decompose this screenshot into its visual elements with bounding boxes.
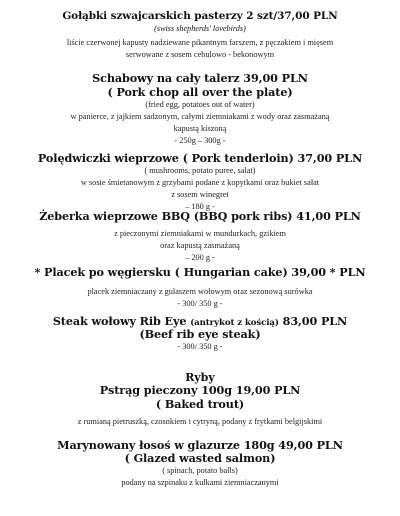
dish-title-golabki: Gołąbki szwajcarskich pasterzy 2 szt/37,00 PLN — [62, 10, 338, 22]
dish-weight-schabowy: - 250g – 300g - — [174, 136, 226, 145]
dish-title-stek-price: 83,00 PLN — [278, 314, 348, 328]
dish-desc-losos-en: ( spinach, potato balls) — [162, 466, 238, 475]
dish-title-pstrag: Pstrąg pieczony 100g 19,00 PLN — [99, 383, 301, 397]
dish-weight-zeberka: – 200 g - — [185, 253, 215, 262]
dish-title-stek-cut: (antrykot z kością) — [190, 318, 279, 328]
dish-desc-schabowy-2: kapustą kiszoną — [173, 124, 227, 133]
dish-title-schabowy: Schabowy na cały talerz 39,00 PLN — [92, 71, 308, 85]
dish-desc-schabowy-en: (fried egg, potatoes out of water) — [145, 100, 255, 109]
dish-title-stek-name: Steak wołowy Rib Eye — [52, 314, 191, 328]
dish-desc-golabki-2: serwowane z sosem cebulowo - bekonowym — [125, 50, 275, 59]
dish-desc-pstrag-1: z rumianą pietruszką, czosnkiem i cytryną, podany z frytkami belgijskimi — [77, 417, 323, 426]
dish-title-losos-en: ( Glazed wasted salmon) — [124, 451, 276, 465]
dish-desc-poledwiczki-en: ( mushrooms, potato puree, salat) — [144, 166, 256, 175]
dish-desc-zeberka-2: oraz kapustą zasmażaną — [160, 241, 240, 250]
dish-title-pstrag-en: ( Baked trout) — [155, 397, 245, 411]
dish-title-schabowy-en: ( Pork chop all over the plate) — [107, 85, 293, 99]
dish-desc-poledwiczki-1: w sosie śmietanowym z grzybami podane z kopytkami oraz bukiet sałat — [80, 178, 320, 187]
dish-title-stek — [0, 316, 400, 328]
section-heading-ryby: Ryby — [185, 371, 215, 384]
dish-desc-placek-1: placek ziemniaczany z gulaszem wołowym oraz sezonową surówka — [87, 287, 313, 296]
dish-subtitle-golabki: (swiss shepherds' lovebirds) — [154, 24, 246, 33]
dish-weight-stek: - 300/ 350 g - — [177, 342, 223, 351]
dish-desc-losos-1: podany na szpinaku z kulkami ziemniaczanymi — [121, 478, 279, 487]
dish-weight-placek: - 300/ 350 g - — [177, 299, 223, 308]
dish-desc-poledwiczki-2: z sosem winegret — [171, 190, 229, 199]
dish-title-zeberka: Żeberka wieprzowe BBQ (BBQ pork ribs) 41,00 PLN — [39, 209, 361, 223]
dish-title-stek-en: (Beef rib eye steak) — [139, 327, 261, 341]
dish-title-placek: * Placek po węgiersku ( Hungarian cake) 39,00 * PLN — [34, 265, 366, 279]
dish-desc-zeberka-1: z pieczonymi ziemniakami w mundurkach, gzikiem — [114, 229, 286, 238]
dish-desc-golabki-1: liście czerwonej kapusty nadziewane pikantnym farszem, z pęczakiem i mięsem — [66, 38, 334, 47]
dish-desc-schabowy-1: w panierce, z jajkiem sadzonym, całymi ziemniakami z wody oraz zasmażaną — [70, 112, 330, 121]
dish-weight-poledwiczki: – 180 g - — [185, 202, 215, 211]
dish-title-poledwiczki: Polędwiczki wieprzowe ( Pork tenderloin) 37,00 PLN — [37, 151, 363, 165]
dish-title-losos: Marynowany łosoś w glazurze 180g 49,00 PLN — [57, 438, 343, 452]
